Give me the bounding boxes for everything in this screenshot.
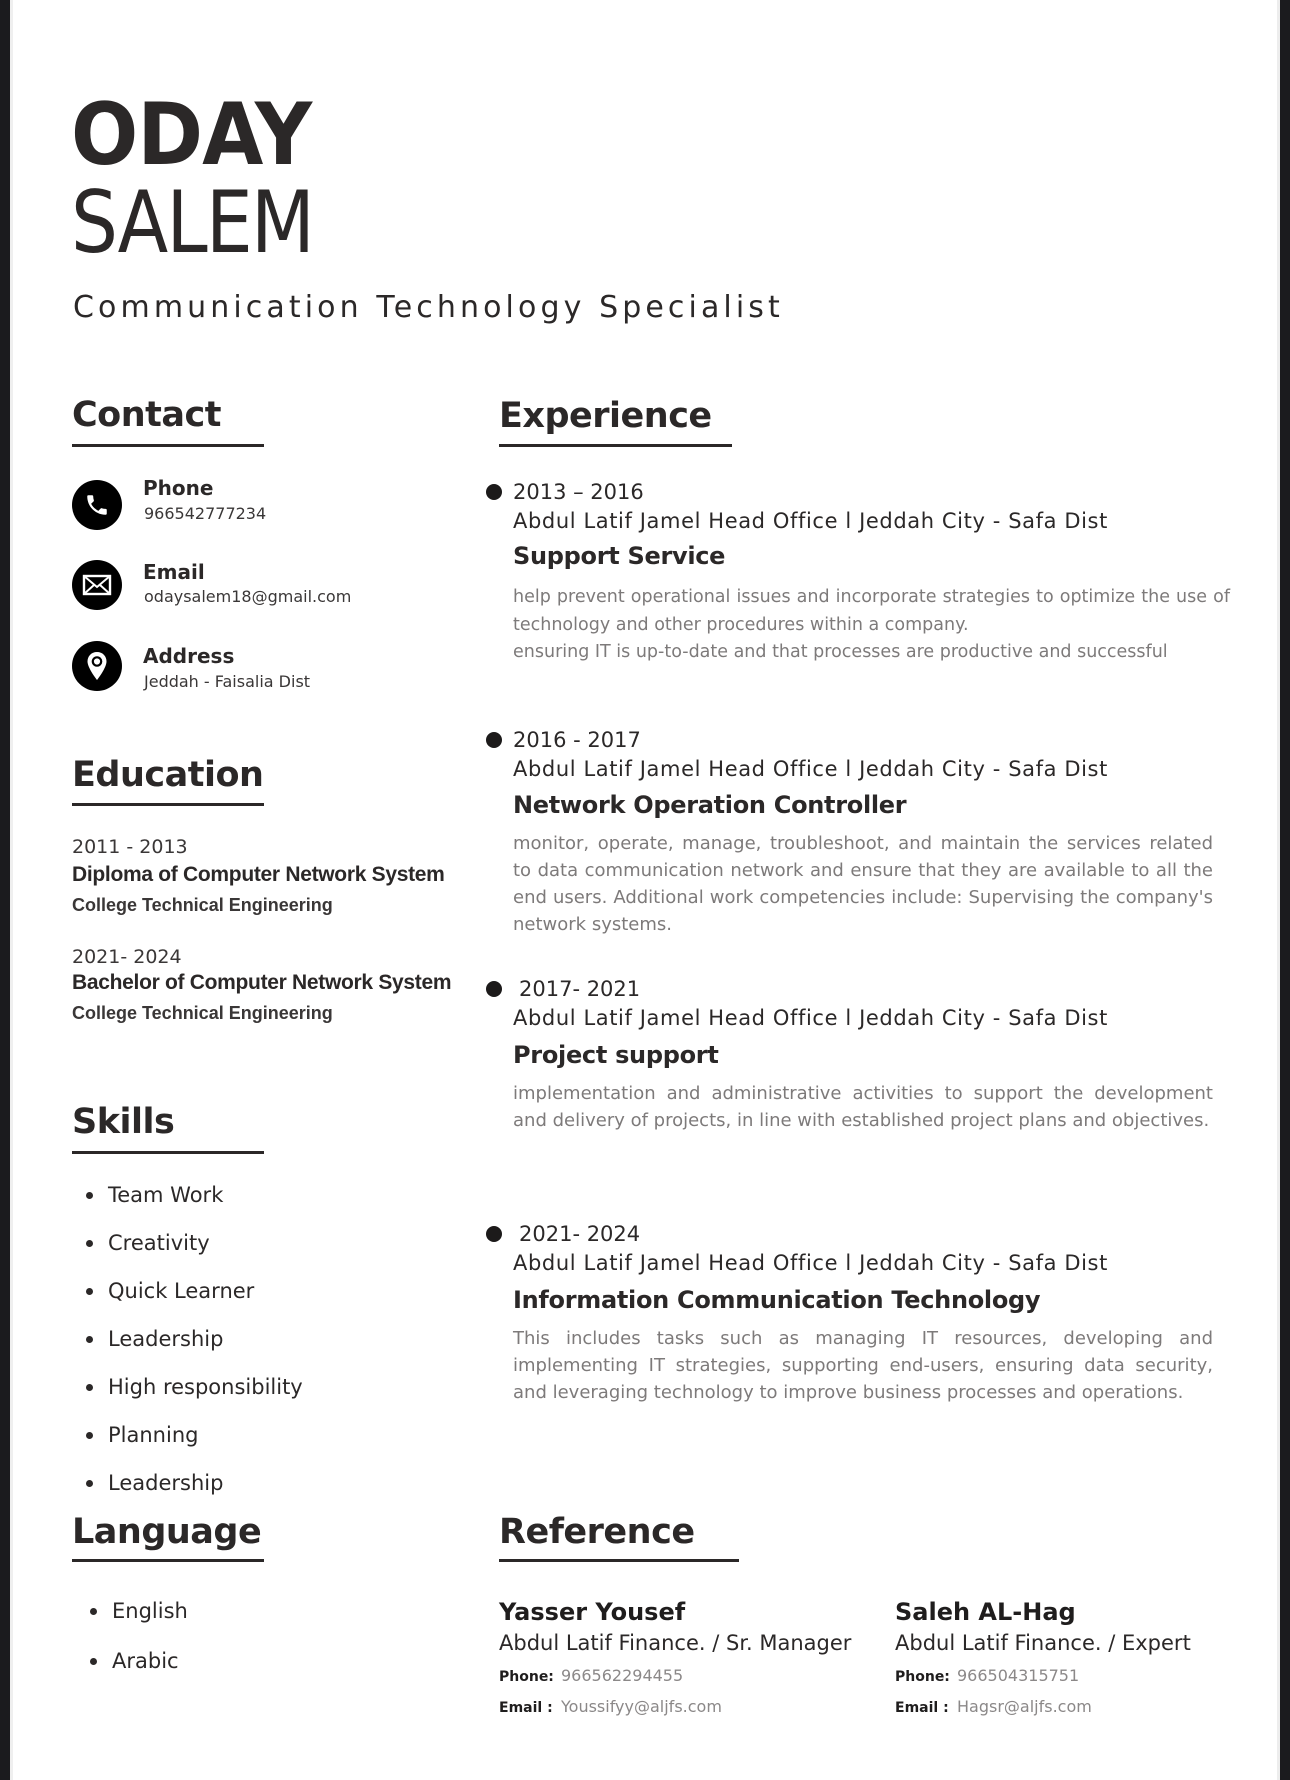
description-paragraph: This includes tasks such as managing IT resources, developing and implementing IT strategies, supporting end-users, ensuring data security, and leveraging technology to improve business processes and operations. — [513, 1328, 1213, 1403]
skill-item — [108, 1230, 303, 1256]
experience-company: Abdul Latif Jamel Head Office l Jeddah City - Safa Dist — [513, 757, 1108, 781]
experience-years: 2021- 2024 — [519, 1222, 641, 1246]
education-divider — [72, 803, 264, 806]
bullet-icon — [90, 1608, 97, 1615]
description-paragraph: implementation and administrative activities to support the development and delivery of projects, in line with established project plans and objectives. — [513, 1083, 1213, 1131]
experience-company: Abdul Latif Jamel Head Office l Jeddah City - Safa Dist — [513, 1251, 1108, 1275]
skills-divider — [72, 1151, 264, 1154]
bullet-icon — [86, 1336, 93, 1343]
language-item — [112, 1598, 188, 1624]
reference-email: Youssifyy@aljfs.com — [561, 1697, 722, 1716]
reference-heading: Reference — [499, 1512, 695, 1552]
experience-years: 2013 – 2016 — [513, 480, 644, 504]
language-list — [112, 1598, 188, 1698]
skill-item-label: Planning — [108, 1423, 199, 1447]
reference-phone-label: Phone: — [895, 1669, 950, 1685]
skill-item — [108, 1326, 303, 1352]
reference-org: Abdul Latif Finance. / Expert — [895, 1631, 1191, 1655]
reference-divider — [499, 1559, 739, 1562]
skill-item — [108, 1278, 303, 1304]
experience-heading: Experience — [499, 396, 712, 436]
experience-role: Project support — [513, 1041, 719, 1069]
job-title: Communication Technology Specialist — [73, 290, 784, 325]
skills-list — [108, 1182, 303, 1518]
location-pin-icon — [72, 641, 122, 691]
reference-email-row — [499, 1697, 851, 1718]
experience-role: Information Communication Technology — [513, 1286, 1041, 1314]
skill-item — [108, 1374, 303, 1400]
timeline-dot — [486, 981, 502, 997]
experience-company: Abdul Latif Jamel Head Office l Jeddah City - Safa Dist — [513, 509, 1108, 533]
reference-name: Yasser Yousef — [499, 1598, 686, 1626]
experience-description — [513, 1325, 1213, 1406]
bullet-icon — [86, 1480, 93, 1487]
skill-item-label: Team Work — [108, 1183, 224, 1207]
experience-description — [513, 584, 1230, 667]
contact-value-address: Jeddah - Faisalia Dist — [144, 672, 311, 691]
first-name: ODAY — [71, 85, 312, 185]
experience-description — [513, 830, 1213, 938]
skill-item-label: High responsibility — [108, 1375, 303, 1399]
skill-item-label: Leadership — [108, 1471, 224, 1495]
bullet-icon — [86, 1240, 93, 1247]
reference-phone: 966504315751 — [957, 1666, 1080, 1685]
contact-heading: Contact — [72, 395, 221, 435]
language-item — [112, 1648, 188, 1674]
skill-item-label: Leadership — [108, 1327, 224, 1351]
education-years: 2021- 2024 — [72, 946, 182, 968]
contact-value-phone: 966542777234 — [144, 504, 267, 523]
education-years: 2011 - 2013 — [72, 836, 188, 858]
phone-icon — [72, 480, 122, 530]
experience-role: Support Service — [513, 542, 726, 570]
description-paragraph: help prevent operational issues and incorporate strategies to optimize the use of technology and other procedures within a company. — [513, 587, 1230, 635]
reference-phone-row — [895, 1666, 1191, 1687]
skill-item-label: Creativity — [108, 1231, 210, 1255]
experience-divider — [499, 444, 732, 447]
skill-item — [108, 1182, 303, 1208]
skill-item-label: Quick Learner — [108, 1279, 255, 1303]
education-degree: Bachelor of Computer Network System — [72, 971, 452, 994]
education-school: College Technical Engineering — [72, 1003, 333, 1023]
experience-years: 2017- 2021 — [519, 977, 641, 1001]
bullet-icon — [86, 1384, 93, 1391]
reference-org: Abdul Latif Finance. / Sr. Manager — [499, 1631, 852, 1655]
education-heading: Education — [72, 755, 264, 795]
reference-phone-row — [499, 1666, 851, 1687]
bullet-icon — [86, 1288, 93, 1295]
reference-email-row — [895, 1697, 1191, 1718]
reference-email: Hagsr@aljfs.com — [957, 1697, 1092, 1716]
reference-name: Saleh AL-Hag — [895, 1598, 1076, 1626]
reference-card — [895, 1597, 1191, 1718]
timeline-dot — [486, 484, 502, 500]
contact-divider — [72, 444, 264, 447]
experience-years: 2016 - 2017 — [513, 728, 641, 752]
timeline-dot — [486, 732, 502, 748]
reference-email-label: Email : — [499, 1700, 553, 1716]
experience-description — [513, 1080, 1213, 1134]
reference-phone: 966562294455 — [561, 1666, 684, 1685]
contact-item-email — [72, 560, 122, 610]
contact-label-email: Email — [143, 560, 205, 584]
bullet-icon — [90, 1658, 97, 1665]
language-item-label: English — [112, 1599, 188, 1623]
bullet-icon — [86, 1432, 93, 1439]
reference-email-label: Email : — [895, 1700, 949, 1716]
bullet-icon — [86, 1192, 93, 1199]
contact-item-phone — [72, 480, 122, 530]
skill-item — [108, 1470, 303, 1496]
language-item-label: Arabic — [112, 1649, 179, 1673]
description-paragraph: monitor, operate, manage, troubleshoot, and maintain the services related to data communication network and ensure that they are available to all the end users. Additional work competencies include: Supervising the company's network systems. — [513, 833, 1213, 935]
contact-item-address — [72, 641, 122, 691]
contact-label-phone: Phone — [143, 476, 214, 500]
experience-role: Network Operation Controller — [513, 791, 907, 819]
education-degree: Diploma of Computer Network System — [72, 863, 445, 886]
education-school: College Technical Engineering — [72, 895, 333, 915]
contact-value-email: odaysalem18@gmail.com — [144, 587, 352, 606]
timeline-dot — [486, 1226, 502, 1242]
skill-item — [108, 1422, 303, 1448]
reference-phone-label: Phone: — [499, 1669, 554, 1685]
description-paragraph: ensuring IT is up-to-date and that processes are productive and successful — [513, 642, 1168, 662]
language-divider — [72, 1559, 264, 1562]
last-name: SALEM — [71, 173, 314, 273]
skills-heading: Skills — [72, 1102, 175, 1142]
resume-page — [10, 0, 1280, 1780]
contact-label-address: Address — [143, 644, 235, 668]
language-heading: Language — [72, 1512, 262, 1552]
experience-company: Abdul Latif Jamel Head Office l Jeddah City - Safa Dist — [513, 1006, 1108, 1030]
email-icon — [72, 560, 122, 610]
reference-card — [499, 1597, 851, 1718]
